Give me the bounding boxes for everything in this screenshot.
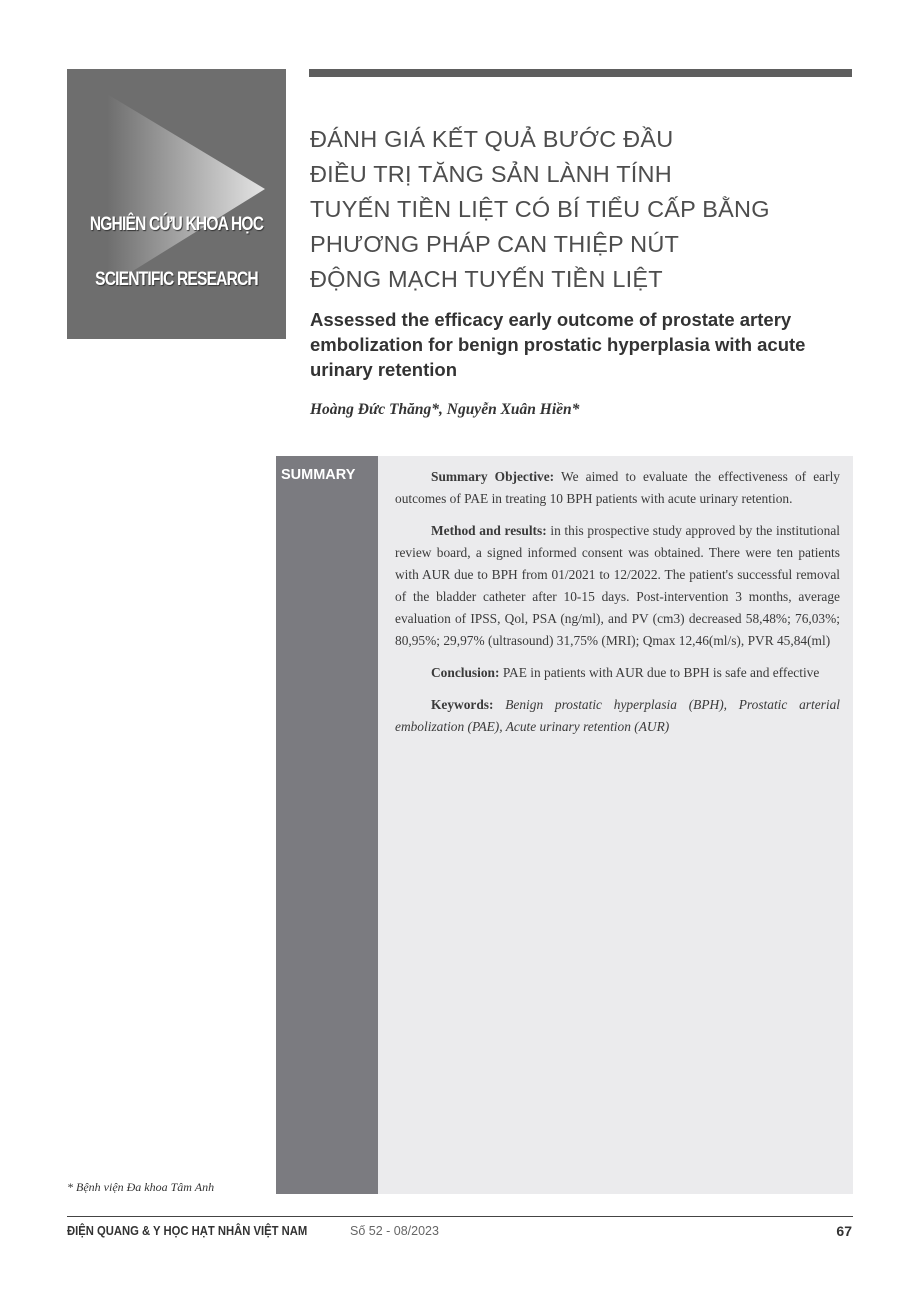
section-label-en: SCIENTIFIC RESEARCH xyxy=(95,269,258,290)
method-paragraph xyxy=(395,520,840,652)
keywords-lead: Keywords: xyxy=(431,697,494,712)
authors: Hoàng Đức Thăng*, Nguyễn Xuân Hiền* xyxy=(310,401,580,418)
title-line: ĐỘNG MẠCH TUYẾN TIỀN LIỆT xyxy=(310,266,663,292)
footer-rule xyxy=(67,1216,853,1217)
footer-journal: ĐIỆN QUANG & Y HỌC HẠT NHÂN VIỆT NAM xyxy=(67,1224,308,1238)
method-lead: Method and results: xyxy=(431,523,547,538)
title-line: ĐIỀU TRỊ TĂNG SẢN LÀNH TÍNH xyxy=(310,161,672,187)
footer-issue: Số 52 - 08/2023 xyxy=(350,1224,439,1238)
summary-text xyxy=(395,466,840,748)
keywords-paragraph xyxy=(395,694,840,738)
summary-sidebar xyxy=(276,456,378,1194)
objective-paragraph xyxy=(395,466,840,510)
objective-text: We aimed to evaluate the effectiveness of early outcomes of PAE in treating 10 BPH patients with acute urinary retention. xyxy=(395,469,840,506)
summary-body xyxy=(378,456,853,1194)
title-line: ĐÁNH GIÁ KẾT QUẢ BƯỚC ĐẦU xyxy=(310,126,674,152)
method-text: in this prospective study approved by the institutional review board, a signed informed consent was obtained. There were ten patients with AUR due to BPH from 01/2021 to 12/2022. The patient's successful removal of the bladder catheter after 10-15 days. Post-intervention 3 months, average evaluation of IPSS, Qol, PSA (ng/ml), and PV (cm3) decreased 58,48%; 76,03%; 80,95%; 29,97% (ultrasound) 31,75% (MRI); Qmax 12,46(ml/s), PVR 45,84(ml) xyxy=(395,523,840,648)
top-rule xyxy=(309,69,852,77)
section-banner xyxy=(67,69,286,339)
title-vietnamese xyxy=(310,122,850,297)
title-english: Assessed the efficacy early outcome of prostate artery embolization for benign prostatic hyperplasia with acute urinary retention xyxy=(310,309,806,380)
footnote: * Bệnh viện Đa khoa Tâm Anh xyxy=(67,1180,215,1194)
conclusion-text: PAE in patients with AUR due to BPH is safe and effective xyxy=(499,665,820,680)
conclusion-lead: Conclusion: xyxy=(431,665,500,680)
page-number: 67 xyxy=(836,1223,852,1239)
objective-lead: Summary Objective: xyxy=(431,469,555,484)
arrow-graphic xyxy=(67,69,286,339)
title-line: PHƯƠNG PHÁP CAN THIỆP NÚT xyxy=(310,231,680,257)
summary-label: SUMMARY xyxy=(281,467,356,483)
title-line: TUYẾN TIỀN LIỆT CÓ BÍ TIỂU CẤP BẰNG xyxy=(310,196,770,222)
keywords-text: Benign prostatic hyperplasia (BPH), Prostatic arterial embolization (PAE), Acute urinary retention (AUR) xyxy=(395,697,840,734)
conclusion-paragraph xyxy=(395,662,840,684)
section-label-vi: NGHIÊN CỨU KHOA HỌC xyxy=(89,214,264,235)
